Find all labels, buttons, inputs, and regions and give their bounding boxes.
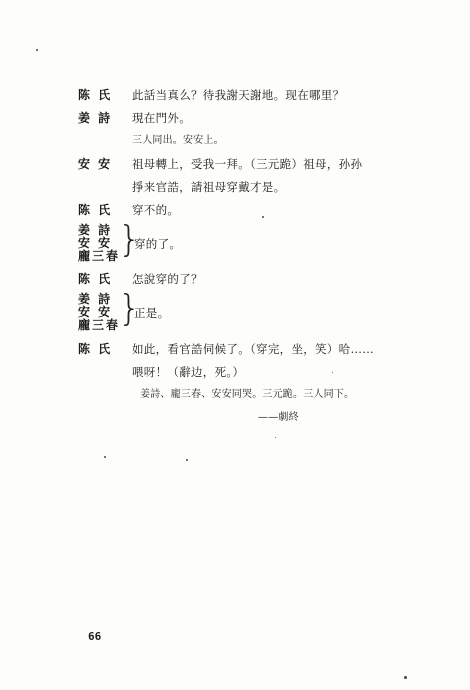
dialogue-line: 祖母轉上，受我一拜。（三元跪）祖母，孙孙	[132, 157, 363, 171]
speaker-name: 姜 詩	[78, 292, 113, 306]
speaker-name: 龐三春	[78, 318, 121, 332]
dialogue-line: 怎說穿的了？	[132, 272, 203, 286]
speaker-name: 安 安	[78, 305, 113, 319]
brace-glyph: }	[118, 288, 141, 329]
speaker-name: 姜 詩	[78, 223, 113, 237]
speaker-group	[78, 224, 120, 263]
speaker-chen: 陈 氏	[78, 342, 113, 356]
speaker-name: 安 安	[78, 236, 113, 250]
scan-speck	[275, 437, 276, 438]
scan-speck	[36, 49, 38, 51]
brace-glyph: }	[118, 219, 141, 260]
dialogue-line: 穿不的。	[132, 203, 180, 217]
scan-speck	[104, 456, 106, 458]
speaker-anan: 安 安	[78, 157, 113, 171]
speaker-jiang: 姜 詩	[78, 111, 113, 125]
stage-direction: 三人同出。安安上。	[132, 135, 224, 146]
dialogue-continuation: 喂呀！（辭边，死。）	[132, 365, 245, 379]
scan-speck	[332, 372, 333, 373]
speaker-chen: 陈 氏	[78, 88, 113, 102]
stage-direction: 姜詩、龐三春、安安同哭。三元跪。三人同下。	[140, 389, 355, 400]
speaker-group	[78, 293, 120, 332]
dialogue-line: 現在門外。	[132, 111, 191, 125]
scan-speck	[404, 676, 407, 679]
dialogue-line: 正是。	[134, 306, 170, 320]
dialogue-line: 穿的了。	[134, 237, 182, 251]
scan-speck	[186, 459, 188, 461]
speaker-chen: 陈 氏	[78, 272, 113, 286]
dialogue-continuation: 掙来官誥，請祖母穿戴才是。	[132, 180, 286, 194]
dialogue-line: 此話当真么？待我謝天謝地。现在哪里？	[132, 88, 345, 102]
speaker-chen: 陈 氏	[78, 203, 113, 217]
dialogue-line: 如此，看官誥伺候了。（穿完，坐，笑）哈……	[132, 342, 375, 356]
end-of-play-mark: ——劇終	[258, 412, 299, 423]
page-number: 66	[88, 630, 102, 643]
scan-speck	[262, 216, 264, 218]
speaker-name: 龐三春	[78, 249, 121, 263]
